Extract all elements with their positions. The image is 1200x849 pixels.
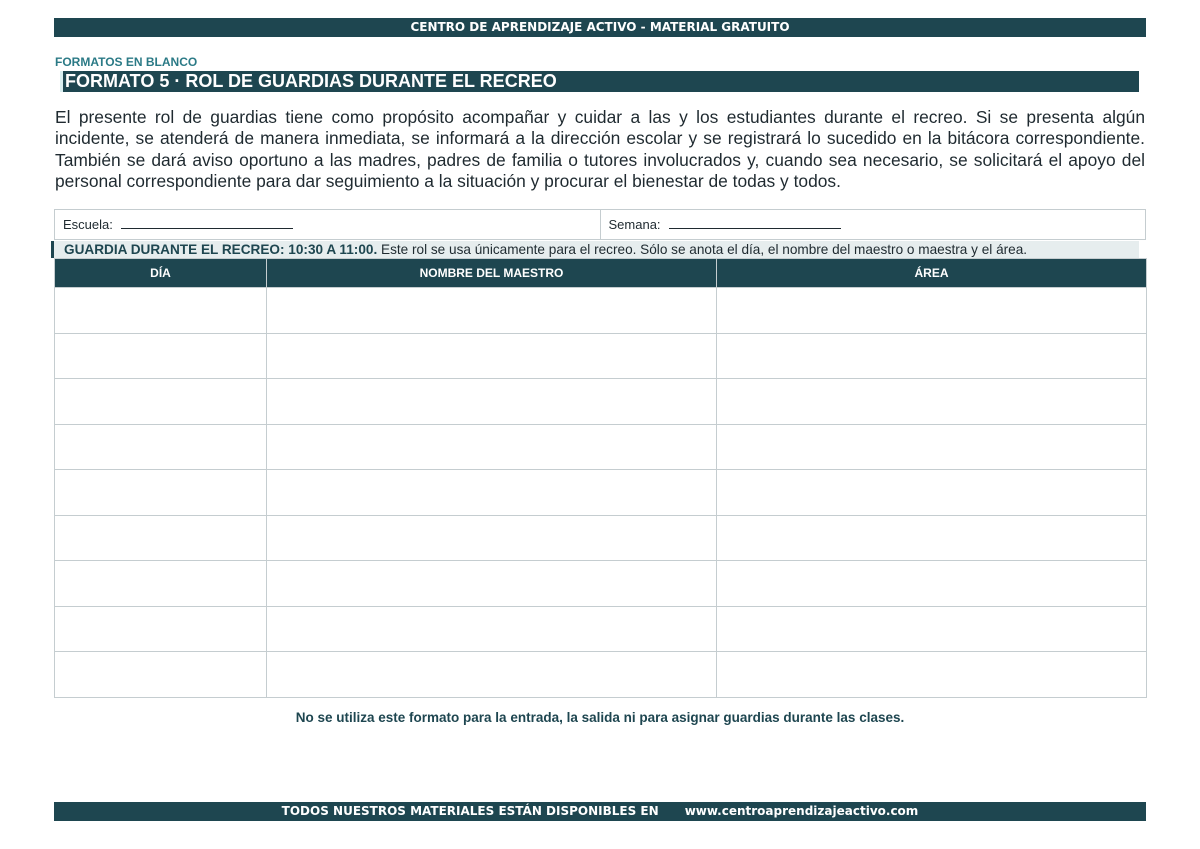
cell-area[interactable] bbox=[717, 470, 1147, 516]
cell-day[interactable] bbox=[55, 652, 267, 698]
cell-teacher[interactable] bbox=[267, 561, 717, 607]
cell-area[interactable] bbox=[717, 561, 1147, 607]
cell-area[interactable] bbox=[717, 333, 1147, 379]
bottom-banner-text: TODOS NUESTROS MATERIALES ESTÁN DISPONIBLES EN bbox=[281, 804, 659, 818]
footer-note: No se utiliza este formato para la entrada, la salida ni para asignar guardias durante las clases. bbox=[295, 710, 905, 725]
cell-teacher[interactable] bbox=[267, 652, 717, 698]
week-blank-line bbox=[669, 216, 841, 229]
week-label: Semana: bbox=[608, 217, 661, 232]
cell-teacher[interactable] bbox=[267, 288, 717, 334]
cell-day[interactable] bbox=[55, 379, 267, 425]
schedule-note bbox=[51, 241, 1139, 258]
table-row bbox=[55, 652, 1147, 698]
cell-area[interactable] bbox=[717, 379, 1147, 425]
cell-teacher[interactable] bbox=[267, 333, 717, 379]
cell-day[interactable] bbox=[55, 606, 267, 652]
table-row bbox=[55, 288, 1147, 334]
table-row bbox=[55, 333, 1147, 379]
cell-day[interactable] bbox=[55, 470, 267, 516]
table-row bbox=[55, 515, 1147, 561]
cell-teacher[interactable] bbox=[267, 424, 717, 470]
table-row bbox=[55, 379, 1147, 425]
table-row bbox=[55, 606, 1147, 652]
table-header-row bbox=[55, 259, 1147, 288]
cell-area[interactable] bbox=[717, 652, 1147, 698]
cell-teacher[interactable] bbox=[267, 515, 717, 561]
table-row bbox=[55, 561, 1147, 607]
school-blank-line bbox=[121, 216, 293, 229]
cell-day[interactable] bbox=[55, 333, 267, 379]
school-label: Escuela: bbox=[63, 217, 113, 232]
cell-area[interactable] bbox=[717, 288, 1147, 334]
column-header-day: DÍA bbox=[55, 259, 267, 288]
cell-teacher[interactable] bbox=[267, 379, 717, 425]
cell-day[interactable] bbox=[55, 561, 267, 607]
cell-teacher[interactable] bbox=[267, 470, 717, 516]
schedule-note-heading: GUARDIA DURANTE EL RECREO: 10:30 A 11:00. bbox=[64, 242, 378, 257]
header-fields bbox=[54, 209, 1146, 240]
cell-area[interactable] bbox=[717, 515, 1147, 561]
intro-paragraph: El presente rol de guardias tiene como propósito acompañar y cuidar a las y los estudiantes durante el recreo. Si se presenta algún incidente, se atenderá de manera inmediata, se informará a la dirección escolar y se registrará lo sucedido en la bitácora correspondiente. También se dará aviso oportuno a las madres, padres de familia o tutores involucrados y, cuando sea necesario, se solicitará el apoyo del personal correspondiente para dar seguimiento a la situación y procurar el bienestar de todas y todos. bbox=[55, 107, 1145, 191]
table-row bbox=[55, 470, 1147, 516]
week-field[interactable] bbox=[600, 210, 1146, 239]
school-field[interactable] bbox=[55, 210, 600, 239]
schedule-note-text: Este rol se usa únicamente para el recreo. Sólo se anota el día, el nombre del maestro o maestra y el área. bbox=[377, 242, 1028, 257]
cell-day[interactable] bbox=[55, 515, 267, 561]
section-kicker: FORMATOS EN BLANCO bbox=[55, 55, 198, 69]
cell-teacher[interactable] bbox=[267, 606, 717, 652]
column-header-teacher: NOMBRE DEL MAESTRO bbox=[267, 259, 717, 288]
website-link[interactable]: www.centroaprendizajeactivo.com bbox=[684, 804, 919, 818]
cell-day[interactable] bbox=[55, 424, 267, 470]
cell-area[interactable] bbox=[717, 606, 1147, 652]
cell-day[interactable] bbox=[55, 288, 267, 334]
table-row bbox=[55, 424, 1147, 470]
guard-table bbox=[54, 258, 1147, 698]
cell-area[interactable] bbox=[717, 424, 1147, 470]
column-header-area: ÁREA bbox=[717, 259, 1147, 288]
bottom-banner bbox=[54, 802, 1146, 821]
top-banner: CENTRO DE APRENDIZAJE ACTIVO - MATERIAL GRATUITO bbox=[54, 18, 1146, 37]
page-title: FORMATO 5 · ROL DE GUARDIAS DURANTE EL RECREO bbox=[60, 71, 1139, 92]
